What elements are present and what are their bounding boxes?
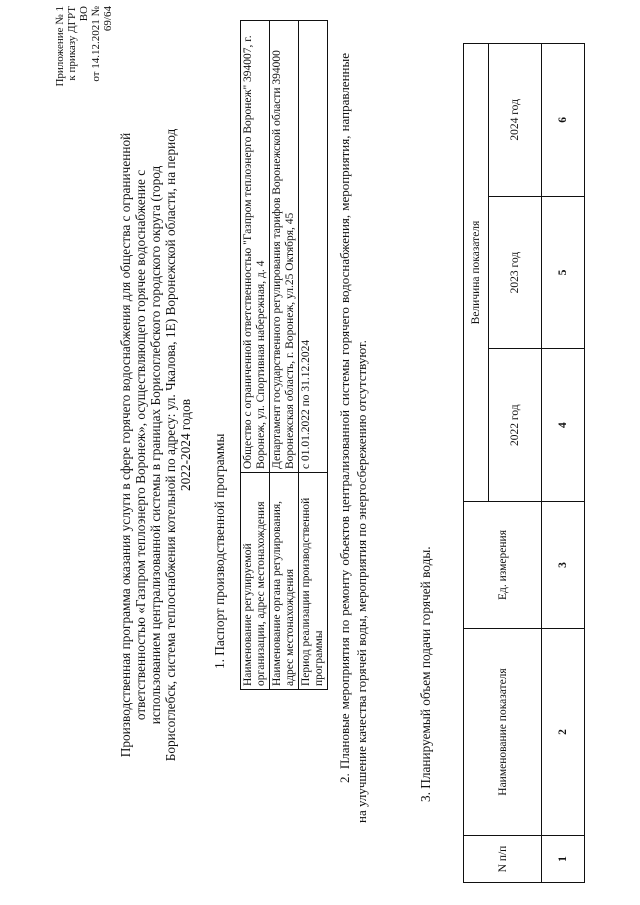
header-year: 2024 год xyxy=(489,44,542,197)
table-row xyxy=(270,21,299,690)
header-value-group: Величина показателя xyxy=(464,44,489,502)
table-row xyxy=(542,44,585,883)
passport-label: Период реализации производственной программы xyxy=(299,473,328,690)
appendix-line: Приложение № 1 xyxy=(54,6,66,87)
column-number: 4 xyxy=(542,349,585,502)
column-number: 1 xyxy=(542,836,585,883)
header-year: 2022 год xyxy=(489,349,542,502)
passport-value: Департамент государственного регулирования тарифов Воронежской области 394000 Воронежская область, г. Воронеж, ул.25 Октября, 45 xyxy=(270,21,299,473)
column-number: 2 xyxy=(542,629,585,836)
appendix-note xyxy=(54,6,114,90)
column-number: 5 xyxy=(542,196,585,349)
header-num: N п/п xyxy=(464,836,542,883)
column-number: 3 xyxy=(542,502,585,629)
passport-value: с 01.01.2022 по 31.12.2024 xyxy=(299,21,328,473)
table-header-row xyxy=(464,44,489,883)
document-title xyxy=(118,25,193,865)
passport-value: Общество с ограниченной ответственностью "Газпром теплоэнерго Воронеж" 394007, г. Воронеж, ул. Спортивная набережная, д. 4 xyxy=(241,21,270,473)
section-1-heading: 1. Паспорт производственной программы xyxy=(212,433,227,669)
title-line: 2022-2024 годов xyxy=(178,398,193,492)
appendix-line: от 14.12.2021 № 69/64 xyxy=(90,6,114,82)
table-row xyxy=(299,21,328,690)
title-line: использованием централизованной системы в границах Борисоглебского городского округа (город xyxy=(148,165,163,725)
column-number: 6 xyxy=(542,44,585,197)
header-year: 2023 год xyxy=(489,196,542,349)
title-line: ответственностью «Газпром теплоэнерго Воронеж», осуществляющего горячее водоснабжение с xyxy=(133,169,148,721)
title-line: Производственная программа оказания услуги в сфере горячего водоснабжения для общества с ограниченной xyxy=(118,132,133,758)
section-3-heading: 3. Планируемый объем подачи горячей воды. xyxy=(418,546,433,802)
volume-table xyxy=(463,43,585,883)
header-name: Наименование показателя xyxy=(464,629,542,836)
passport-table xyxy=(240,20,328,690)
header-unit: Ед. измерения xyxy=(464,502,542,629)
section-2-paragraph: 2. Плановые мероприятия по ремонту объектов централизованной системы горячего водоснабжения, мероприятия, направленные на улучшение качества горячей воды, мероприятия по энергосбережению отсутствуют. xyxy=(337,53,369,823)
title-line: Борисоглебск, система теплоснабжения котельной по адресу: ул. Чкалова, 1Е) Воронежской области, на период xyxy=(163,128,178,762)
passport-label: Наименование органа регулирования, адрес местонахождения xyxy=(270,473,299,690)
passport-label: Наименование регулируемой организации, адрес местонахождения xyxy=(241,473,270,690)
appendix-line: к приказу ДГРТ ВО xyxy=(66,6,90,81)
table-row xyxy=(241,21,270,690)
